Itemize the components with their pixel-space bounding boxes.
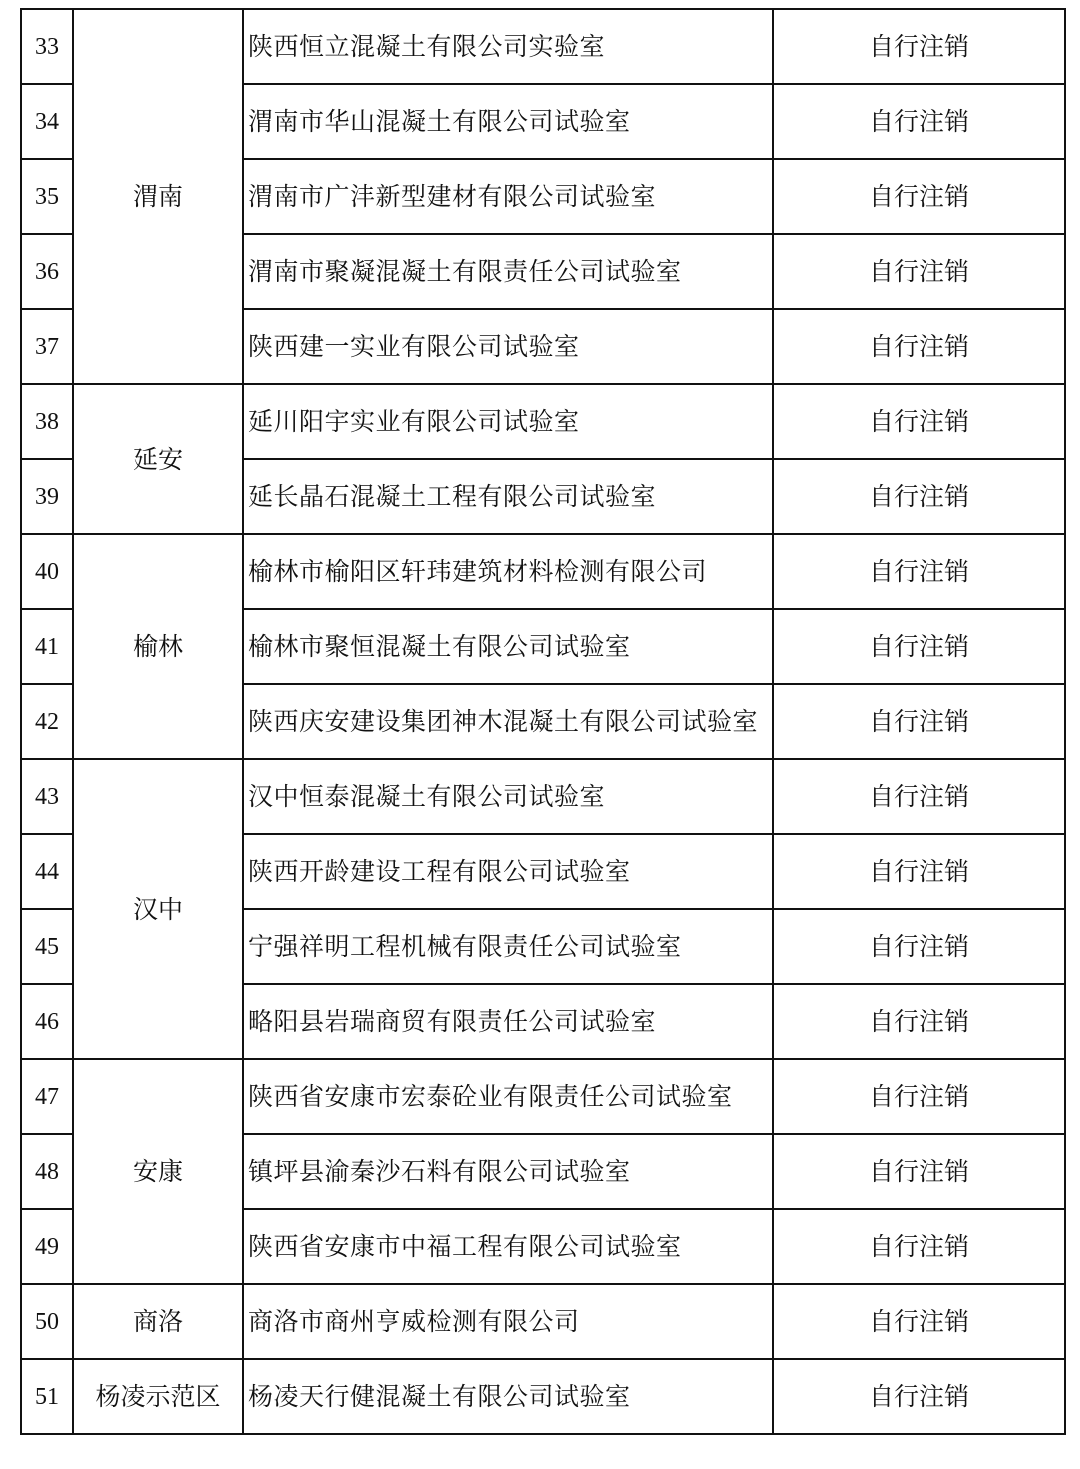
region-cell: 安康: [73, 1059, 243, 1284]
lab-name-cell: 陕西建一实业有限公司试验室: [243, 309, 773, 384]
region-cell: 商洛: [73, 1284, 243, 1359]
lab-name-cell: 渭南市华山混凝土有限公司试验室: [243, 84, 773, 159]
table-row: [21, 759, 1065, 834]
row-number-cell: 35: [21, 159, 73, 234]
lab-name-cell: 榆林市聚恒混凝土有限公司试验室: [243, 609, 773, 684]
lab-name-cell: 略阳县岩瑞商贸有限责任公司试验室: [243, 984, 773, 1059]
row-number-cell: 36: [21, 234, 73, 309]
laboratory-deregistration-table: [20, 8, 1066, 1435]
status-cell: 自行注销: [773, 1059, 1065, 1134]
status-cell: 自行注销: [773, 909, 1065, 984]
row-number-cell: 38: [21, 384, 73, 459]
status-cell: 自行注销: [773, 1134, 1065, 1209]
lab-name-cell: 延长晶石混凝土工程有限公司试验室: [243, 459, 773, 534]
lab-name-cell: 陕西开龄建设工程有限公司试验室: [243, 834, 773, 909]
row-number-cell: 45: [21, 909, 73, 984]
lab-name-cell: 商洛市商州亨威检测有限公司: [243, 1284, 773, 1359]
lab-name-cell: 渭南市聚凝混凝土有限责任公司试验室: [243, 234, 773, 309]
status-cell: 自行注销: [773, 534, 1065, 609]
row-number-cell: 49: [21, 1209, 73, 1284]
table-row: [21, 9, 1065, 84]
status-cell: 自行注销: [773, 459, 1065, 534]
row-number-cell: 37: [21, 309, 73, 384]
status-cell: 自行注销: [773, 1284, 1065, 1359]
row-number-cell: 46: [21, 984, 73, 1059]
status-cell: 自行注销: [773, 234, 1065, 309]
row-number-cell: 34: [21, 84, 73, 159]
row-number-cell: 33: [21, 9, 73, 84]
lab-name-cell: 陕西省安康市中福工程有限公司试验室: [243, 1209, 773, 1284]
status-cell: 自行注销: [773, 1209, 1065, 1284]
region-cell: 杨凌示范区: [73, 1359, 243, 1434]
region-cell: 汉中: [73, 759, 243, 1059]
table-row: [21, 1059, 1065, 1134]
region-cell: 榆林: [73, 534, 243, 759]
row-number-cell: 47: [21, 1059, 73, 1134]
lab-name-cell: 镇坪县渝秦沙石料有限公司试验室: [243, 1134, 773, 1209]
row-number-cell: 41: [21, 609, 73, 684]
row-number-cell: 43: [21, 759, 73, 834]
row-number-cell: 51: [21, 1359, 73, 1434]
status-cell: 自行注销: [773, 384, 1065, 459]
row-number-cell: 42: [21, 684, 73, 759]
lab-name-cell: 延川阳宇实业有限公司试验室: [243, 384, 773, 459]
lab-name-cell: 陕西庆安建设集团神木混凝土有限公司试验室: [243, 684, 773, 759]
lab-name-cell: 汉中恒泰混凝土有限公司试验室: [243, 759, 773, 834]
row-number-cell: 40: [21, 534, 73, 609]
status-cell: 自行注销: [773, 84, 1065, 159]
table-row: [21, 534, 1065, 609]
status-cell: 自行注销: [773, 759, 1065, 834]
status-cell: 自行注销: [773, 684, 1065, 759]
status-cell: 自行注销: [773, 159, 1065, 234]
row-number-cell: 44: [21, 834, 73, 909]
lab-name-cell: 渭南市广沣新型建材有限公司试验室: [243, 159, 773, 234]
table-row: [21, 384, 1065, 459]
row-number-cell: 48: [21, 1134, 73, 1209]
status-cell: 自行注销: [773, 1359, 1065, 1434]
status-cell: 自行注销: [773, 609, 1065, 684]
row-number-cell: 50: [21, 1284, 73, 1359]
lab-name-cell: 杨凌天行健混凝土有限公司试验室: [243, 1359, 773, 1434]
status-cell: 自行注销: [773, 984, 1065, 1059]
status-cell: 自行注销: [773, 309, 1065, 384]
table-body: [21, 9, 1065, 1434]
lab-name-cell: 陕西省安康市宏泰砼业有限责任公司试验室: [243, 1059, 773, 1134]
table-row: [21, 1284, 1065, 1359]
lab-name-cell: 陕西恒立混凝土有限公司实验室: [243, 9, 773, 84]
region-cell: 渭南: [73, 9, 243, 384]
row-number-cell: 39: [21, 459, 73, 534]
status-cell: 自行注销: [773, 834, 1065, 909]
lab-name-cell: 宁强祥明工程机械有限责任公司试验室: [243, 909, 773, 984]
lab-name-cell: 榆林市榆阳区轩玮建筑材料检测有限公司: [243, 534, 773, 609]
region-cell: 延安: [73, 384, 243, 534]
table-row: [21, 1359, 1065, 1434]
status-cell: 自行注销: [773, 9, 1065, 84]
